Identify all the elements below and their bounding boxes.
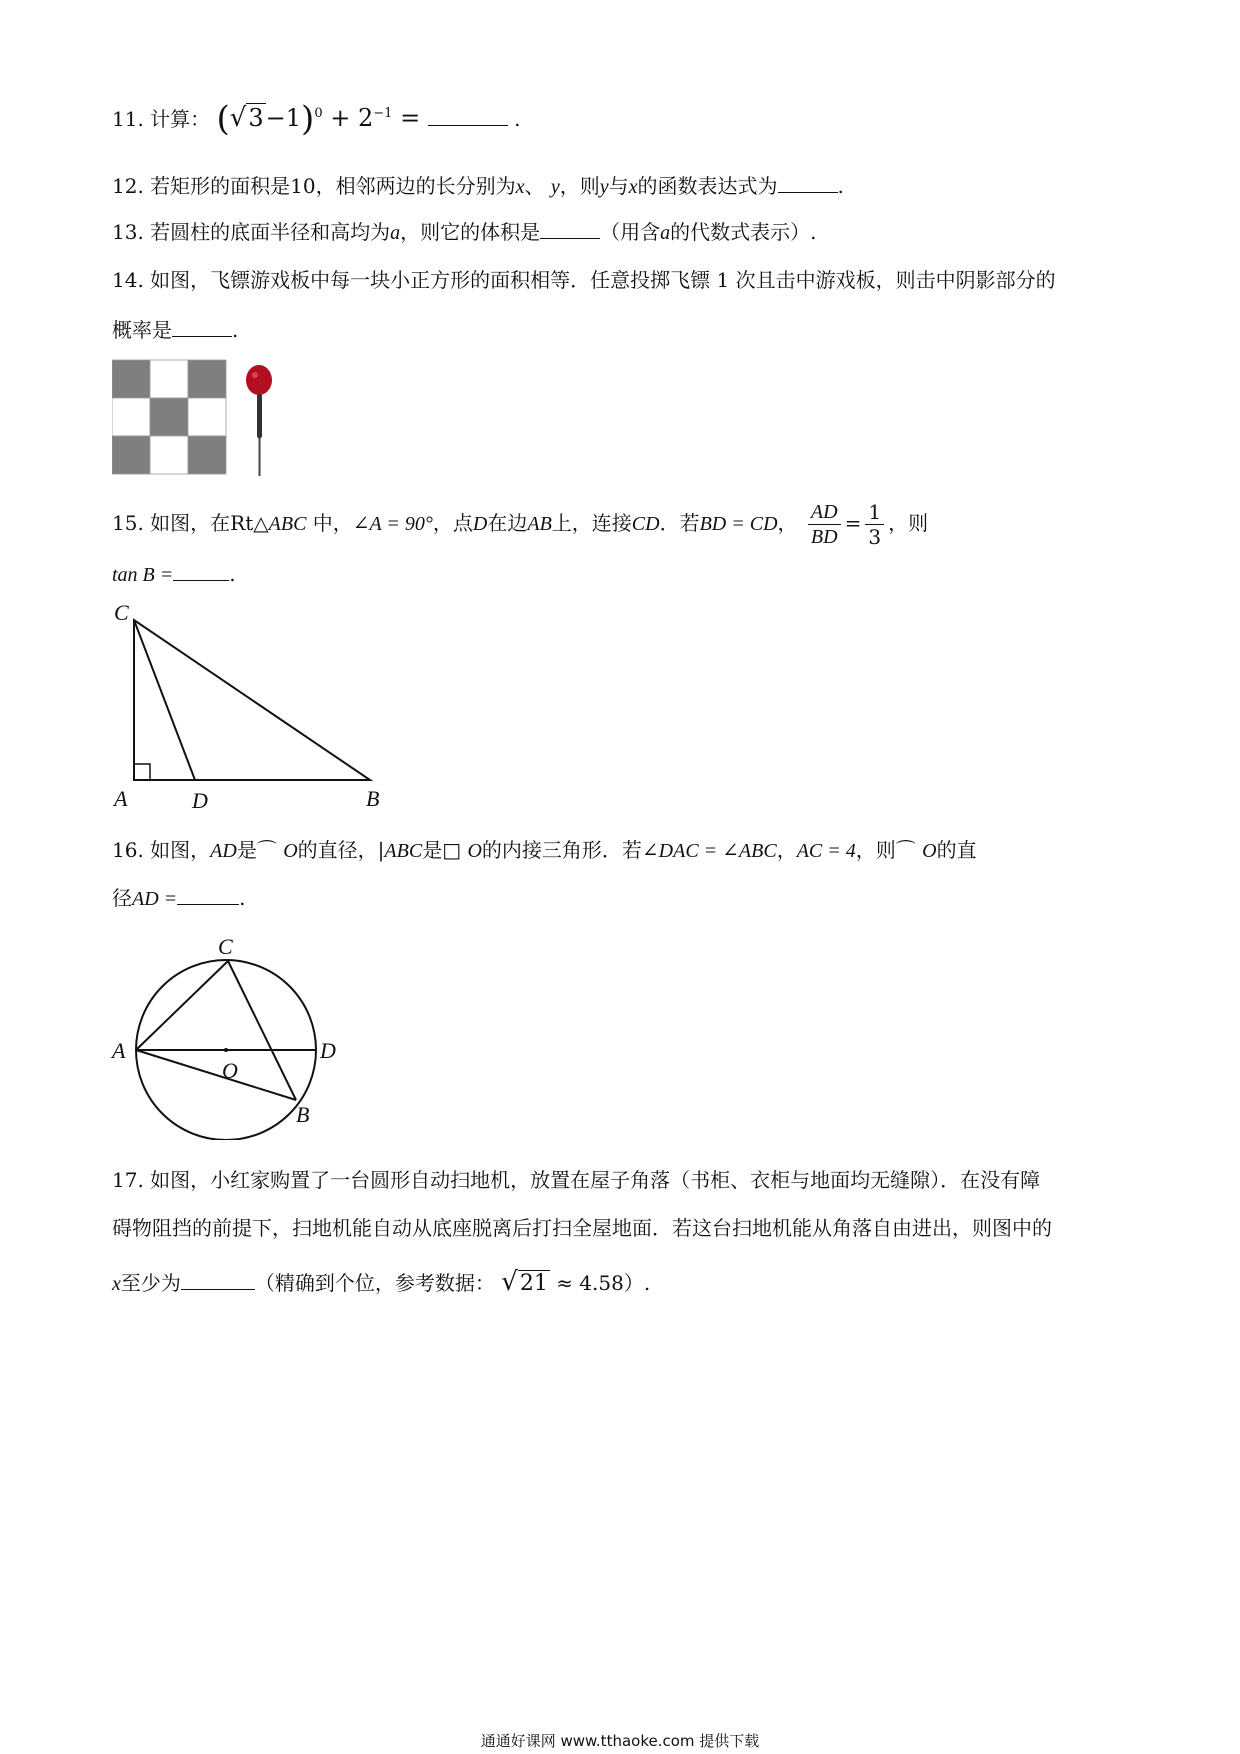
- label-c: C: [218, 934, 233, 959]
- q13-answer-blank[interactable]: [540, 218, 600, 239]
- label-b: B: [366, 786, 380, 811]
- question-17-line3: x至少为 （精确到个位，参考数据： √21 ≈ 4.58）.: [112, 1267, 651, 1297]
- question-15-line2: tan B = .: [112, 562, 236, 586]
- segment-ac: [136, 961, 228, 1050]
- question-17-line2: 碍物阻挡的前提下，扫地机能自动从底座脱离后打扫全屋地面．若这台扫地机能从角落自由进出，则图中的: [112, 1216, 1052, 1240]
- q11-text: 计算：: [150, 107, 211, 131]
- q11-answer-blank[interactable]: [428, 105, 508, 126]
- question-14: 14. 如图，飞镖游戏板中每一块小正方形的面积相等．任意投掷飞镖 1 次且击中游戏板，则击中阴影部分的: [112, 268, 1056, 292]
- dart-icon: [246, 365, 272, 476]
- label-a: A: [112, 1038, 126, 1063]
- question-16-line2: 径AD = .: [112, 886, 246, 910]
- circle-figure: [100, 930, 380, 1140]
- question-17: 17. 如图，小红家购置了一台圆形自动扫地机，放置在屋子角落（书柜、衣柜与地面均无缝隙）．在没有障: [112, 1168, 1041, 1192]
- q15-fraction-ad-bd: $\frac{AD}{BD}$: [808, 500, 841, 549]
- board-cell-shaded: [188, 436, 226, 474]
- question-13: 13. 若圆柱的底面半径和高均为a，则它的体积是 （用含a的代数式表示）.: [112, 220, 817, 244]
- segment-ab: [136, 1050, 296, 1100]
- dart-board: [112, 360, 226, 474]
- board-cell-blank: [112, 398, 150, 436]
- question-11: 11. 计算： $(√3-1)^0 + 2^{-1}$ = .: [112, 99, 521, 139]
- center-point: [224, 1048, 228, 1052]
- q11-number: 11.: [112, 107, 144, 131]
- label-c: C: [114, 600, 129, 625]
- sqrt-21: √21: [501, 1267, 548, 1297]
- label-a: A: [114, 786, 128, 811]
- board-cell-shaded: [150, 398, 188, 436]
- question-15: 15. 如图，在Rt△ABC 中，∠A = 90°，点D在边AB上，连接CD．若BD = CD， $\frac{AD}{BD}$ = $\frac{1}{3}$ ，则: [112, 500, 929, 549]
- segment-cd: [134, 620, 195, 780]
- label-d: D: [320, 1038, 336, 1063]
- q12-answer-blank[interactable]: [778, 172, 838, 193]
- dart-board-figure: [112, 358, 292, 478]
- label-b: B: [296, 1102, 310, 1127]
- question-12: 12. 若矩形的面积是10，相邻两边的长分别为x、 y，则y与x的函数表达式为 .: [112, 174, 844, 198]
- q16-answer-blank[interactable]: [177, 884, 239, 905]
- q15-fraction-one-third: $\frac{1}{3}$: [865, 500, 884, 549]
- triangle-abc: [134, 620, 370, 780]
- board-cell-blank: [150, 436, 188, 474]
- question-16: 16. 如图，AD是⌒ O的直径，|ABC是□ O的内接三角形．若∠DAC = ∠ABC，AC = 4，则⌒ O的直: [112, 838, 977, 862]
- q11-formula: $(√3-1)^0 + 2^{-1}$ =: [216, 99, 421, 139]
- board-cell-shaded: [188, 360, 226, 398]
- right-angle-mark: [134, 764, 150, 780]
- q14-answer-blank[interactable]: [172, 316, 232, 337]
- q17-answer-blank[interactable]: [181, 1269, 255, 1290]
- board-cell-shaded: [112, 436, 150, 474]
- right-triangle-figure: [100, 598, 400, 818]
- q15-answer-blank[interactable]: [173, 560, 229, 581]
- board-cell-shaded: [112, 360, 150, 398]
- label-d: D: [192, 788, 208, 813]
- board-cell-blank: [150, 360, 188, 398]
- page-footer: 通通好课网 www.tthaoke.com 提供下载: [480, 1732, 760, 1750]
- label-o: O: [222, 1058, 238, 1083]
- board-cell-blank: [188, 398, 226, 436]
- question-14-line2: 概率是 .: [112, 318, 239, 342]
